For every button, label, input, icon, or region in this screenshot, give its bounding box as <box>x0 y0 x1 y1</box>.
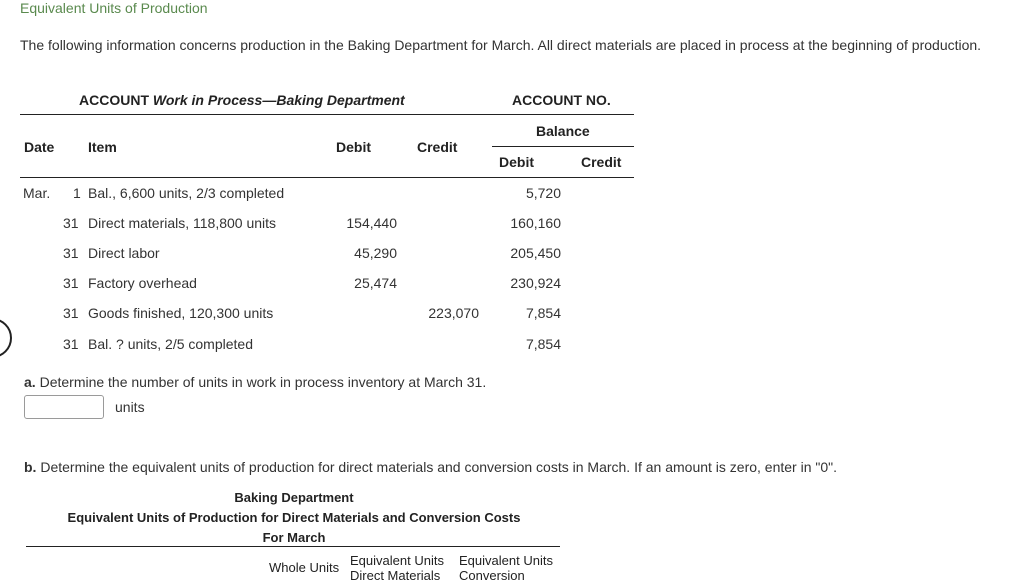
col-header-debit: Debit <box>336 139 371 155</box>
question-a-letter: a. <box>24 374 36 390</box>
col-header-item: Item <box>88 139 117 155</box>
row-item: Bal., 6,600 units, 2/3 completed <box>88 185 285 201</box>
row-day: 1 <box>73 185 81 201</box>
row-day: 31 <box>63 305 79 321</box>
eq-col-cc-line1: Equivalent Units <box>459 553 553 568</box>
page-title: Equivalent Units of Production <box>20 0 208 16</box>
row-item: Goods finished, 120,300 units <box>88 305 274 321</box>
row-balance-debit: 230,924 <box>510 275 561 291</box>
row-day: 31 <box>63 245 79 261</box>
row-balance-debit: 7,854 <box>525 336 561 352</box>
question-b-letter: b. <box>24 459 37 475</box>
ledger-top-rule <box>20 114 634 115</box>
eq-col-conversion <box>459 553 553 583</box>
row-debit: 45,290 <box>354 245 397 261</box>
eq-title: Equivalent Units of Production for Direct Materials and Conversion Costs <box>67 510 521 525</box>
wip-units-input[interactable] <box>24 395 104 419</box>
account-number-label: ACCOUNT NO. <box>512 92 611 108</box>
row-debit: 154,440 <box>346 215 397 231</box>
row-day: 31 <box>63 215 79 231</box>
row-item: Factory overhead <box>88 275 197 291</box>
units-label: units <box>115 399 145 415</box>
row-item: Direct labor <box>88 245 160 261</box>
eq-period: For March <box>262 530 326 545</box>
question-b-text: Determine the equivalent units of production for direct materials and conversion costs in March. If an amount is zero, enter in "0". <box>40 459 838 475</box>
balance-under-rule <box>492 146 634 147</box>
row-day: 31 <box>63 336 79 352</box>
account-name: Work in Process—Baking Department <box>152 92 405 108</box>
col-header-date: Date <box>24 139 55 155</box>
row-balance-debit: 160,160 <box>510 215 561 231</box>
row-item: Direct materials, 118,800 units <box>88 215 277 231</box>
col-header-credit: Credit <box>417 139 458 155</box>
row-month: Mar. <box>23 185 51 201</box>
row-debit: 25,474 <box>354 275 397 291</box>
ledger-header-rule <box>20 177 634 178</box>
eq-col-whole-units: Whole Units <box>269 560 340 575</box>
intro-paragraph: The following information concerns production in the Baking Department for March. All direct materials are placed in process at the beginning of production. <box>20 37 982 53</box>
row-item: Bal. ? units, 2/5 completed <box>88 336 253 352</box>
question-b <box>24 459 837 475</box>
col-header-balance: Balance <box>536 123 590 139</box>
row-balance-debit: 205,450 <box>510 245 561 261</box>
eq-dept-name: Baking Department <box>234 490 354 505</box>
row-day: 31 <box>63 275 79 291</box>
col-header-balance-credit: Credit <box>581 154 622 170</box>
eq-col-dm-line2: Direct Materials <box>350 568 441 583</box>
col-header-balance-debit: Debit <box>499 154 534 170</box>
eq-col-dm-line1: Equivalent Units <box>350 553 444 568</box>
row-balance-debit: 5,720 <box>525 185 561 201</box>
account-title <box>79 92 405 108</box>
question-a <box>24 374 486 390</box>
eq-col-cc-line2: Conversion <box>459 568 525 583</box>
row-balance-debit: 7,854 <box>525 305 561 321</box>
side-circle-decoration <box>0 318 12 358</box>
question-a-text: Determine the number of units in work in process inventory at March 31. <box>39 374 487 390</box>
account-prefix: ACCOUNT <box>79 92 149 108</box>
eq-header-rule <box>26 546 560 547</box>
row-credit: 223,070 <box>428 305 479 321</box>
eq-col-direct-materials <box>350 553 444 583</box>
